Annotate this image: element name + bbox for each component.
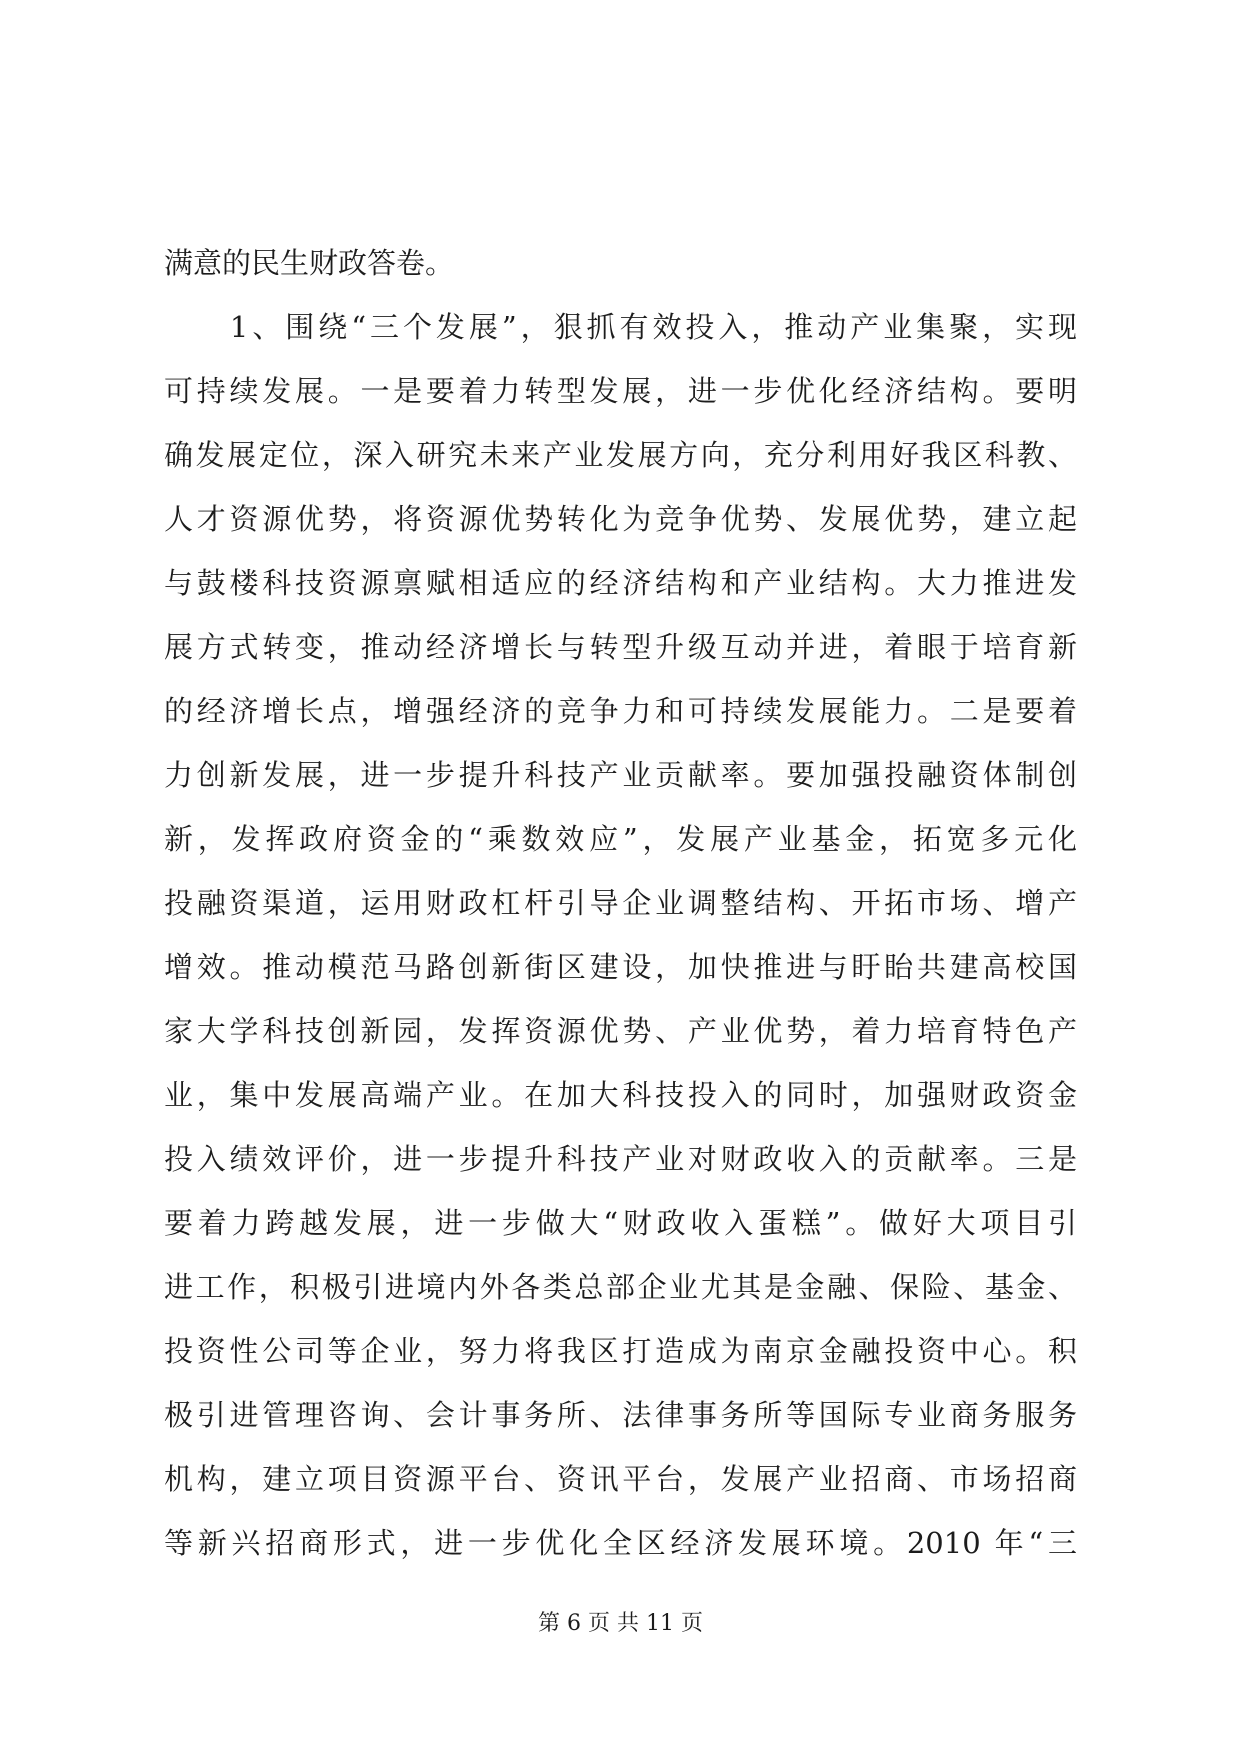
text-line: 人才资源优势，将资源优势转化为竞争优势、发展优势，建立起 [164, 502, 1077, 536]
text-line: 满意的民生财政答卷。 [164, 246, 455, 280]
text-line: 投入绩效评价，进一步提升科技产业对财政收入的贡献率。三是 [164, 1142, 1077, 1176]
text-line: 极引进管理咨询、会计事务所、法律事务所等国际专业商务服务 [164, 1398, 1077, 1432]
text-line: 的经济增长点，增强经济的竞争力和可持续发展能力。二是要着 [164, 694, 1077, 728]
text-line: 要着力跨越发展，进一步做大“财政收入蛋糕”。做好大项目引 [164, 1206, 1077, 1240]
text-line: 可持续发展。一是要着力转型发展，进一步优化经济结构。要明 [164, 374, 1077, 408]
text-line: 展方式转变，推动经济增长与转型升级互动并进，着眼于培育新 [164, 630, 1077, 664]
text-line: 增效。推动模范马路创新街区建设，加快推进与盱眙共建高校国 [164, 950, 1077, 984]
text-line: 1、围绕“三个发展”，狠抓有效投入，推动产业集聚，实现 [164, 310, 1077, 344]
text-line: 力创新发展，进一步提升科技产业贡献率。要加强投融资体制创 [164, 758, 1077, 792]
text-line: 进工作，积极引进境内外各类总部企业尤其是金融、保险、基金、 [164, 1270, 1077, 1304]
page-number-footer: 第 6 页 共 11 页 [538, 1611, 703, 1636]
text-line: 等新兴招商形式，进一步优化全区经济发展环境。2010 年“三 [164, 1526, 1077, 1560]
text-line: 家大学科技创新园，发挥资源优势、产业优势，着力培育特色产 [164, 1014, 1077, 1048]
text-line: 新，发挥政府资金的“乘数效应”，发展产业基金，拓宽多元化 [164, 822, 1077, 856]
text-line: 机构，建立项目资源平台、资讯平台，发展产业招商、市场招商 [164, 1462, 1077, 1496]
text-line: 与鼓楼科技资源禀赋相适应的经济结构和产业结构。大力推进发 [164, 566, 1077, 600]
text-line: 业，集中发展高端产业。在加大科技投入的同时，加强财政资金 [164, 1078, 1077, 1112]
text-line: 确发展定位，深入研究未来产业发展方向，充分利用好我区科教、 [164, 438, 1077, 472]
text-line: 投资性公司等企业，努力将我区打造成为南京金融投资中心。积 [164, 1334, 1077, 1368]
text-line: 投融资渠道，运用财政杠杆引导企业调整结构、开拓市场、增产 [164, 886, 1077, 920]
body-text [164, 231, 1077, 1575]
